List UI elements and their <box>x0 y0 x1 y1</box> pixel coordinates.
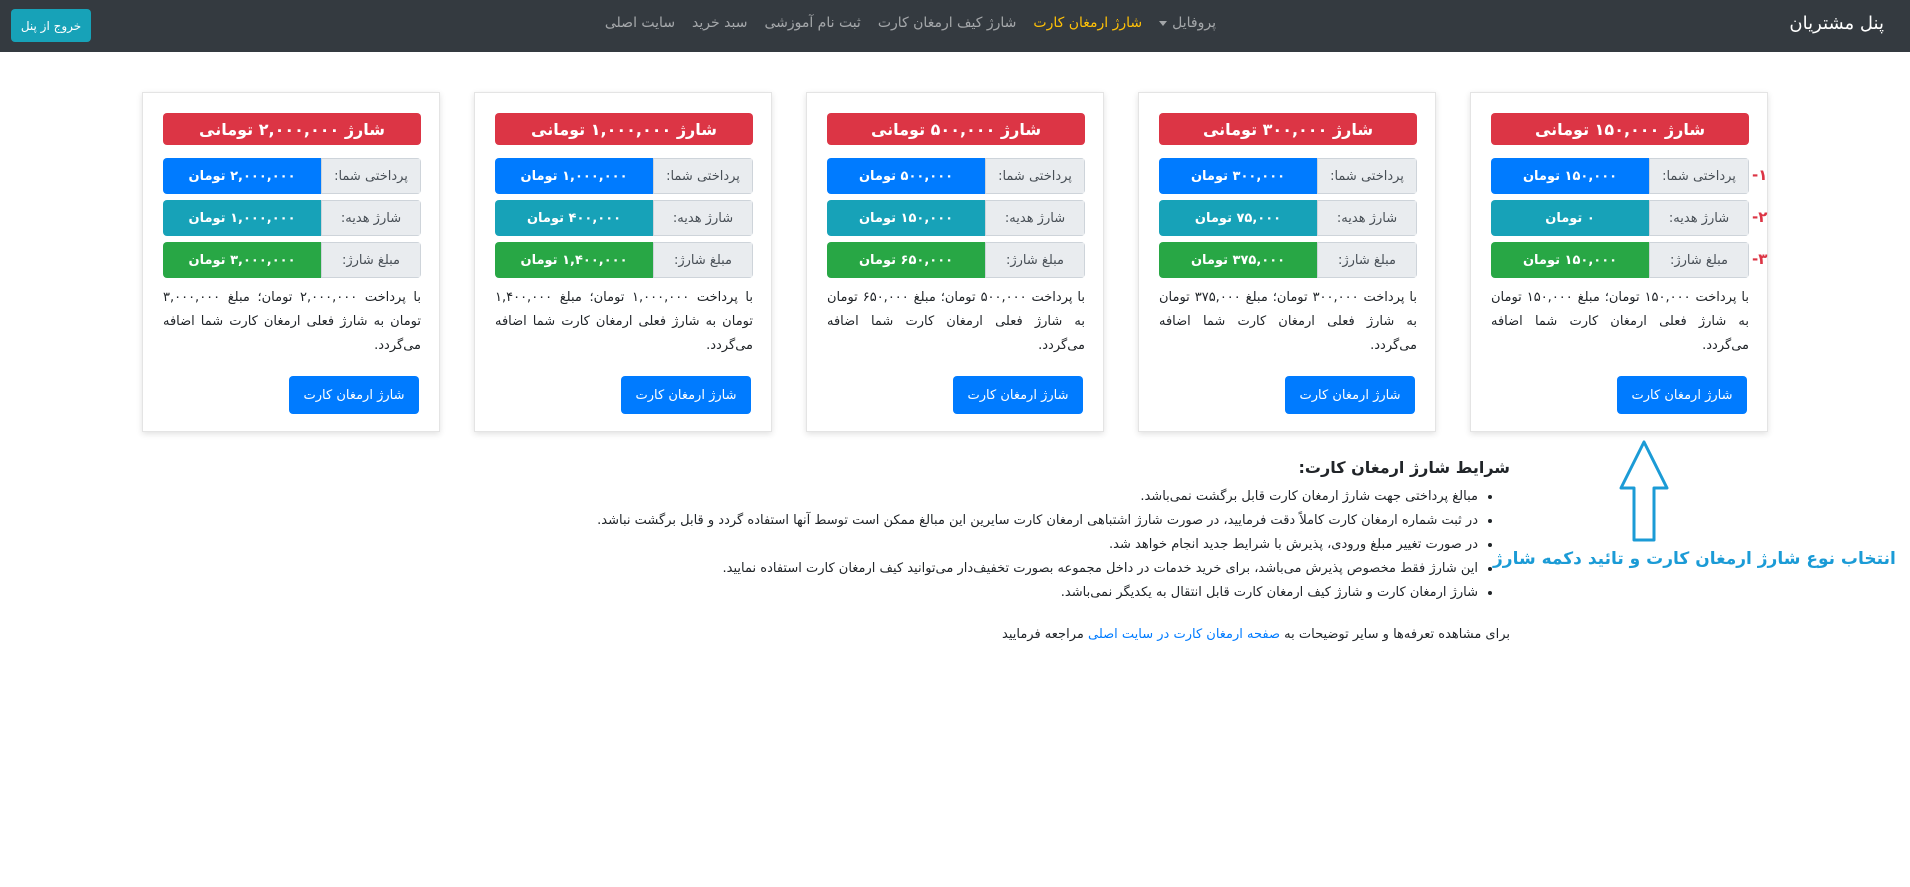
card-title: شارژ ۲,۰۰۰,۰۰۰ تومانی <box>163 113 421 145</box>
pay-row <box>163 158 421 194</box>
nav-gift-card-charge[interactable]: شارژ ارمغان کارت <box>1033 15 1143 31</box>
gift-value: ۴۰۰,۰۰۰ تومان <box>495 200 653 236</box>
charge-conditions <box>510 458 1510 605</box>
total-value: ۱۵۰,۰۰۰ تومان <box>1491 242 1649 278</box>
pay-label: پرداختی شما: <box>321 158 421 194</box>
charge-card <box>474 92 772 432</box>
gift-label: شارژ هدیه: <box>1317 200 1417 236</box>
up-arrow-icon <box>1618 440 1670 543</box>
charge-button[interactable]: شارژ ارمغان کارت <box>289 376 419 414</box>
gift-value: ۱۵۰,۰۰۰ تومان <box>827 200 985 236</box>
total-label: مبلغ شارژ: <box>653 242 753 278</box>
pay-value: ۱,۰۰۰,۰۰۰ تومان <box>495 158 653 194</box>
gift-row <box>495 200 753 236</box>
pay-row <box>1159 158 1417 194</box>
pay-row <box>495 158 753 194</box>
pay-row <box>1491 158 1749 194</box>
nav-links <box>605 15 1216 31</box>
card-description: با پرداخت ۵۰۰,۰۰۰ تومان؛ مبلغ ۶۵۰,۰۰۰ تومان به شارژ فعلی ارمغان کارت شما اضافه می‌گردد. <box>827 290 1085 353</box>
step-marker-1: -۱ <box>1752 166 1768 184</box>
card-description: با پرداخت ۲,۰۰۰,۰۰۰ تومان؛ مبلغ ۳,۰۰۰,۰۰۰ تومان به شارژ فعلی ارمغان کارت شما اضافه می‌گردد. <box>163 290 421 353</box>
total-row <box>1491 242 1749 278</box>
gift-row <box>1159 200 1417 236</box>
total-label: مبلغ شارژ: <box>1649 242 1749 278</box>
total-row <box>1159 242 1417 278</box>
nav-gift-wallet-charge[interactable]: شارژ کیف ارمغان کارت <box>877 15 1017 31</box>
charge-card <box>1138 92 1436 432</box>
total-row <box>827 242 1085 278</box>
nav-cart[interactable]: سبد خرید <box>692 15 748 31</box>
gift-label: شارژ هدیه: <box>985 200 1085 236</box>
condition-item: • مبالغ پرداختی جهت شارژ ارمغان کارت قابل برگشت نمی‌باشد. <box>510 485 1478 509</box>
pay-row <box>827 158 1085 194</box>
conditions-title: شرایط شارژ ارمغان کارت: <box>1298 458 1510 477</box>
total-row <box>495 242 753 278</box>
total-value: ۱,۴۰۰,۰۰۰ تومان <box>495 242 653 278</box>
pay-value: ۲,۰۰۰,۰۰۰ تومان <box>163 158 321 194</box>
gift-label: شارژ هدیه: <box>321 200 421 236</box>
gift-value: ۷۵,۰۰۰ تومان <box>1159 200 1317 236</box>
card-title: شارژ ۱,۰۰۰,۰۰۰ تومانی <box>495 113 753 145</box>
step-marker-3: -۳ <box>1752 250 1768 268</box>
gift-row <box>827 200 1085 236</box>
condition-item: • این شارژ فقط مخصوص پذیرش می‌باشد، برای خرید خدمات در داخل مجموعه بصورت تخفیف‌دار می‌توانید کیف ارمغان کارت استفاده نمایید. <box>510 557 1478 581</box>
charge-card <box>142 92 440 432</box>
conditions-list <box>510 485 1510 605</box>
charge-card <box>1470 92 1768 432</box>
pay-label: پرداختی شما: <box>653 158 753 194</box>
note-prefix: برای مشاهده تعرفه‌ها و سایر توضیحات به <box>1284 627 1510 642</box>
card-title: شارژ ۱۵۰,۰۰۰ تومانی <box>1491 113 1749 145</box>
pay-value: ۱۵۰,۰۰۰ تومان <box>1491 158 1649 194</box>
pay-label: پرداختی شما: <box>1317 158 1417 194</box>
annotation-text: انتخاب نوع شارژ ارمغان کارت و تائید دکمه شارژ <box>1493 549 1896 569</box>
total-label: مبلغ شارژ: <box>985 242 1085 278</box>
pay-value: ۵۰۰,۰۰۰ تومان <box>827 158 985 194</box>
total-value: ۳,۰۰۰,۰۰۰ تومان <box>163 242 321 278</box>
charge-button[interactable]: شارژ ارمغان کارت <box>1285 376 1415 414</box>
card-title: شارژ ۳۰۰,۰۰۰ تومانی <box>1159 113 1417 145</box>
total-label: مبلغ شارژ: <box>321 242 421 278</box>
condition-item: • شارژ ارمغان کارت و شارژ کیف ارمغان کارت قابل انتقال به یکدیگر نمی‌باشد. <box>510 581 1478 605</box>
nav-profile-dropdown[interactable] <box>1159 15 1216 31</box>
charge-card <box>806 92 1104 432</box>
step-marker-2: -۲ <box>1752 208 1768 226</box>
pay-label: پرداختی شما: <box>985 158 1085 194</box>
nav-main-site[interactable]: سایت اصلی <box>604 15 676 31</box>
note-suffix: مراجعه فرمایید <box>1002 627 1084 642</box>
nav-education-register[interactable]: ثبت نام آموزشی <box>764 15 861 31</box>
card-description: با پرداخت ۱,۰۰۰,۰۰۰ تومان؛ مبلغ ۱,۴۰۰,۰۰۰ تومان به شارژ فعلی ارمغان کارت شما اضافه می‌گردد. <box>495 290 753 353</box>
total-row <box>163 242 421 278</box>
nav-profile-label: پروفایل <box>1172 15 1216 31</box>
charge-button[interactable]: شارژ ارمغان کارت <box>621 376 751 414</box>
condition-item: • در صورت تغییر مبلغ ورودی، پذیرش با شرایط جدید انجام خواهد شد. <box>510 533 1478 557</box>
pay-label: پرداختی شما: <box>1649 158 1749 194</box>
card-description: با پرداخت ۱۵۰,۰۰۰ تومان؛ مبلغ ۱۵۰,۰۰۰ تومان به شارژ فعلی ارمغان کارت شما اضافه می‌گردد. <box>1491 290 1749 353</box>
chevron-down-icon <box>1159 21 1167 26</box>
logout-button[interactable]: خروج از پنل <box>11 9 91 42</box>
gift-value: ۰ تومان <box>1491 200 1649 236</box>
gift-label: شارژ هدیه: <box>1649 200 1749 236</box>
pay-value: ۳۰۰,۰۰۰ تومان <box>1159 158 1317 194</box>
card-title: شارژ ۵۰۰,۰۰۰ تومانی <box>827 113 1085 145</box>
total-label: مبلغ شارژ: <box>1317 242 1417 278</box>
panel-brand[interactable]: پنل مشتریان <box>1789 13 1884 34</box>
condition-item: • در ثبت شماره ارمغان کارت کاملاً دقت فرمایید، در صورت شارژ اشتباهی ارمغان کارت سایرین این مبالغ ممکن است توسط آنها استفاده گردد و قابل برگشت نباشد. <box>510 509 1478 533</box>
gift-row <box>1491 200 1749 236</box>
total-value: ۳۷۵,۰۰۰ تومان <box>1159 242 1317 278</box>
main-site-gift-card-link[interactable]: صفحه ارمغان کارت در سایت اصلی <box>1087 627 1281 642</box>
gift-value: ۱,۰۰۰,۰۰۰ تومان <box>163 200 321 236</box>
gift-row <box>163 200 421 236</box>
info-note <box>1002 627 1510 642</box>
charge-button[interactable]: شارژ ارمغان کارت <box>953 376 1083 414</box>
total-value: ۶۵۰,۰۰۰ تومان <box>827 242 985 278</box>
card-description: با پرداخت ۳۰۰,۰۰۰ تومان؛ مبلغ ۳۷۵,۰۰۰ تومان به شارژ فعلی ارمغان کارت شما اضافه می‌گردد. <box>1159 290 1417 353</box>
charge-button[interactable]: شارژ ارمغان کارت <box>1617 376 1747 414</box>
gift-label: شارژ هدیه: <box>653 200 753 236</box>
top-navbar <box>0 0 1910 52</box>
